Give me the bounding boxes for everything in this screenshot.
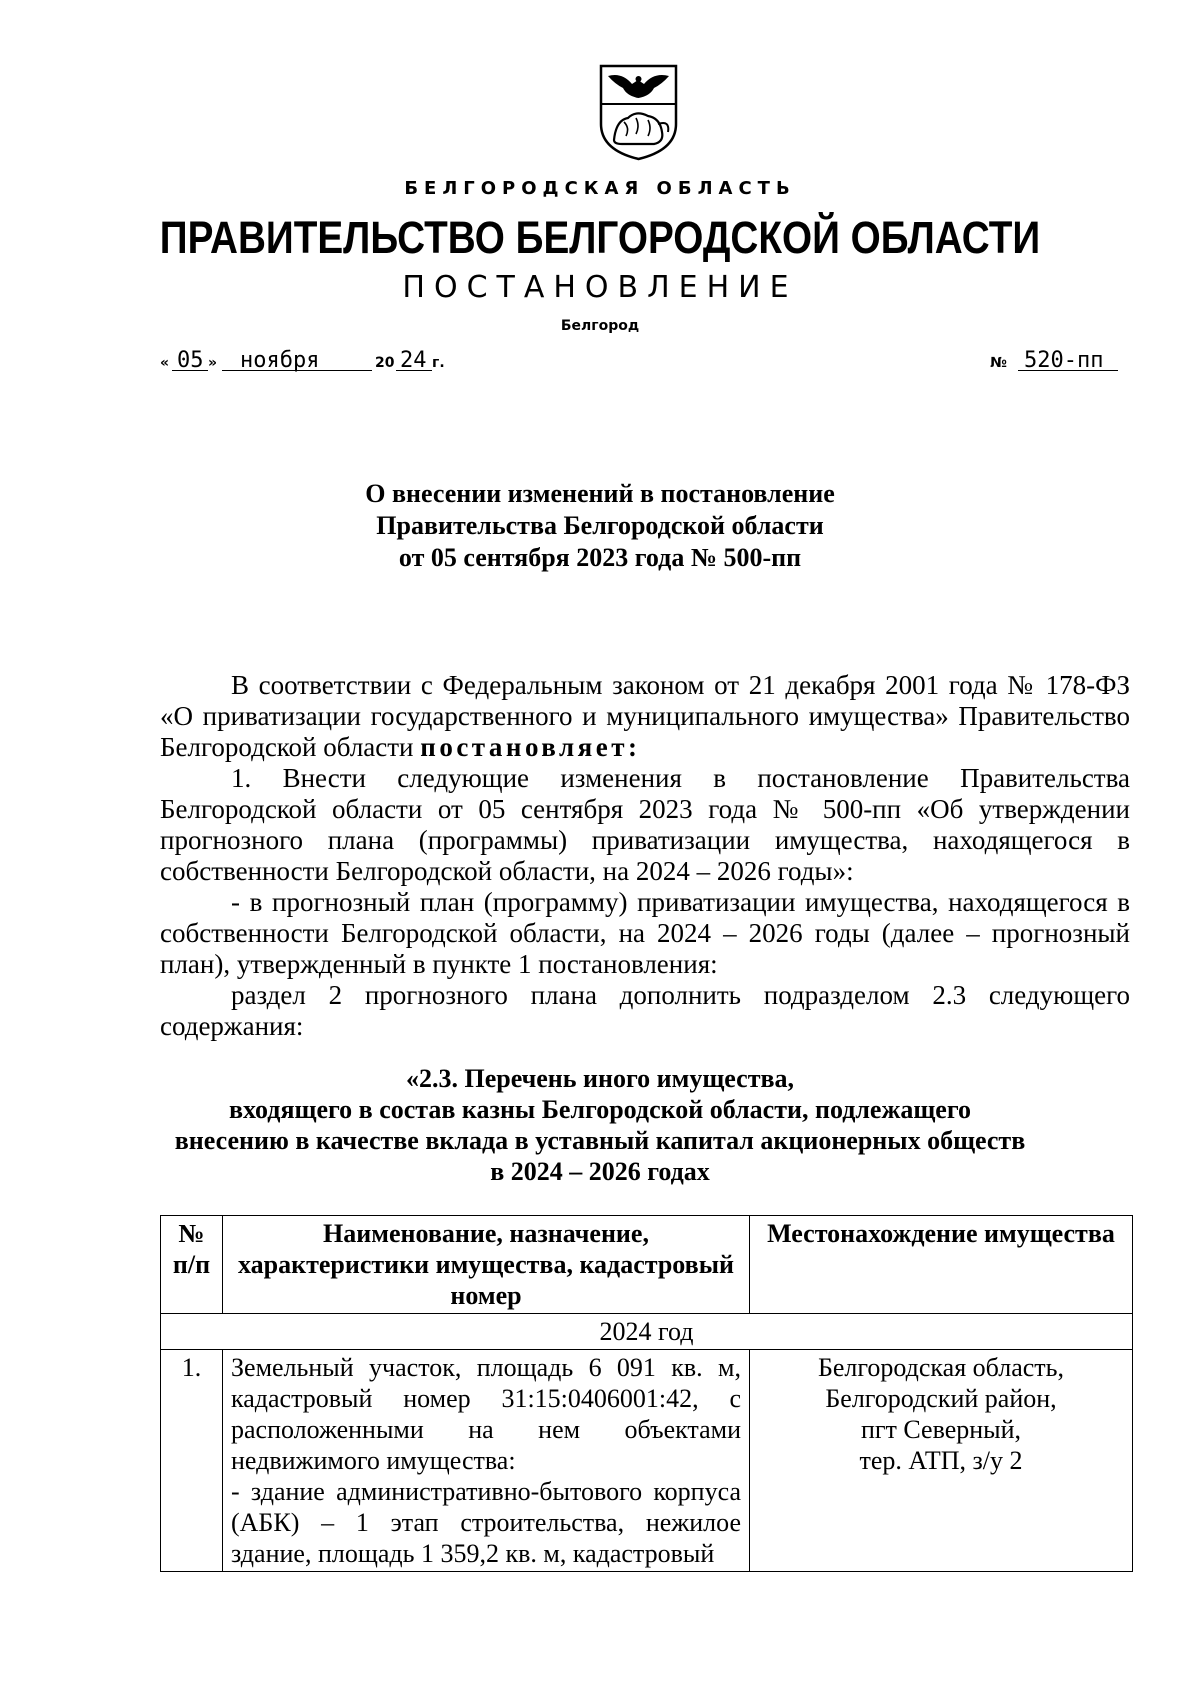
list-title-line: в 2024 – 2026 годах bbox=[490, 1157, 710, 1186]
paragraph-section: раздел 2 прогнозного плана дополнить подразделом 2.3 следующего содержания: bbox=[160, 980, 1130, 1041]
preamble-text: В соответствии с Федеральным законом от 21 декабря 2001 года № 178-ФЗ «О приватизации государственного и муниципального имущества» Правительство Белгородской области bbox=[160, 670, 1130, 762]
row-location bbox=[750, 1350, 1133, 1572]
row-description-text: Земельный участок, площадь 6 091 кв. м, кадастровый номер 31:15:0406001:42, с расположенными на нем объектами недвижимого имущества: bbox=[231, 1353, 741, 1475]
list-title-line: входящего в состав казны Белгородской области, подлежащего bbox=[229, 1095, 971, 1124]
region-name: БЕЛГОРОДСКАЯ ОБЛАСТЬ bbox=[404, 178, 796, 199]
year-label: 2024 год bbox=[161, 1314, 1133, 1350]
list-title bbox=[0, 1063, 1200, 1187]
location-line: Белгородская область, bbox=[817, 1353, 1065, 1382]
number-value: 520-пп bbox=[1024, 348, 1104, 373]
date-day-underline bbox=[172, 370, 208, 371]
date-year-underline bbox=[396, 370, 432, 371]
document-title bbox=[0, 478, 1200, 574]
list-title-line: внесению в качестве вклада в уставный капитал акционерных обществ bbox=[174, 1126, 1026, 1155]
row-number: 1. bbox=[161, 1350, 223, 1572]
header-name: Наименование, назначение, характеристики имущества, кадастровый номер bbox=[223, 1216, 750, 1314]
government-name: ПРАВИТЕЛЬСТВО БЕЛГОРОДСКОЙ ОБЛАСТИ bbox=[159, 212, 1041, 263]
date-month: ноября bbox=[240, 348, 320, 373]
row-description-text: - здание административно-бытового корпуса (АБК) – 1 этап строительства, нежилое здание, площадь 1 359,2 кв. м, кадастровый bbox=[231, 1477, 741, 1568]
title-line: от 05 сентября 2023 года № 500-пп bbox=[398, 543, 802, 572]
list-title-line: «2.3. Перечень иного имущества, bbox=[405, 1064, 795, 1093]
coat-of-arms-icon bbox=[596, 62, 681, 162]
row-description bbox=[223, 1350, 750, 1572]
table-year-row bbox=[161, 1314, 1133, 1350]
title-line: Правительства Белгородской области bbox=[376, 511, 824, 540]
header-location: Местонахождение имущества bbox=[750, 1216, 1133, 1314]
date-open-quote: « bbox=[160, 355, 170, 371]
preamble-paragraph bbox=[160, 670, 1130, 763]
location-line: пгт Северный, bbox=[860, 1415, 1022, 1444]
date-month-underline bbox=[222, 370, 372, 371]
document-date bbox=[160, 345, 480, 375]
paragraph-item-1: 1. Внести следующие изменения в постановление Правительства Белгородской области от 05 сентября 2023 года № 500-пп «Об утверждении прогнозного плана (программы) приватизации имущества, находящегося в собственности Белгородской области, на 2024 – 2026 годы»: bbox=[160, 763, 1130, 886]
resolves-word: постановляет: bbox=[420, 732, 641, 762]
header-number: № п/п bbox=[161, 1216, 223, 1314]
date-day: 05 bbox=[177, 348, 204, 373]
paragraph-subitem: - в прогнозный план (программу) приватизации имущества, находящегося в собственности Белгородской области, на 2024 – 2026 годы (далее – прогнозный план), утвержденный в пункте 1 постановления: bbox=[160, 887, 1130, 979]
title-line: О внесении изменений в постановление bbox=[365, 479, 835, 508]
location-line: Белгородский район, bbox=[825, 1384, 1057, 1413]
number-underline bbox=[1018, 370, 1118, 371]
property-table bbox=[160, 1215, 1133, 1572]
document-body bbox=[160, 670, 1130, 1042]
location-line: тер. АТП, з/у 2 bbox=[859, 1446, 1023, 1475]
date-year-prefix: 20 bbox=[375, 355, 395, 371]
date-year-suffix: 24 bbox=[400, 348, 427, 373]
table-header-row bbox=[161, 1216, 1133, 1314]
table-row bbox=[161, 1350, 1133, 1572]
number-label: № bbox=[990, 355, 1007, 371]
date-close-quote: » bbox=[208, 355, 218, 371]
document-type: ПОСТАНОВЛЕНИЕ bbox=[402, 270, 798, 305]
date-year-abbr: г. bbox=[432, 355, 445, 371]
document-number bbox=[990, 345, 1120, 375]
city-name: Белгород bbox=[560, 318, 640, 334]
